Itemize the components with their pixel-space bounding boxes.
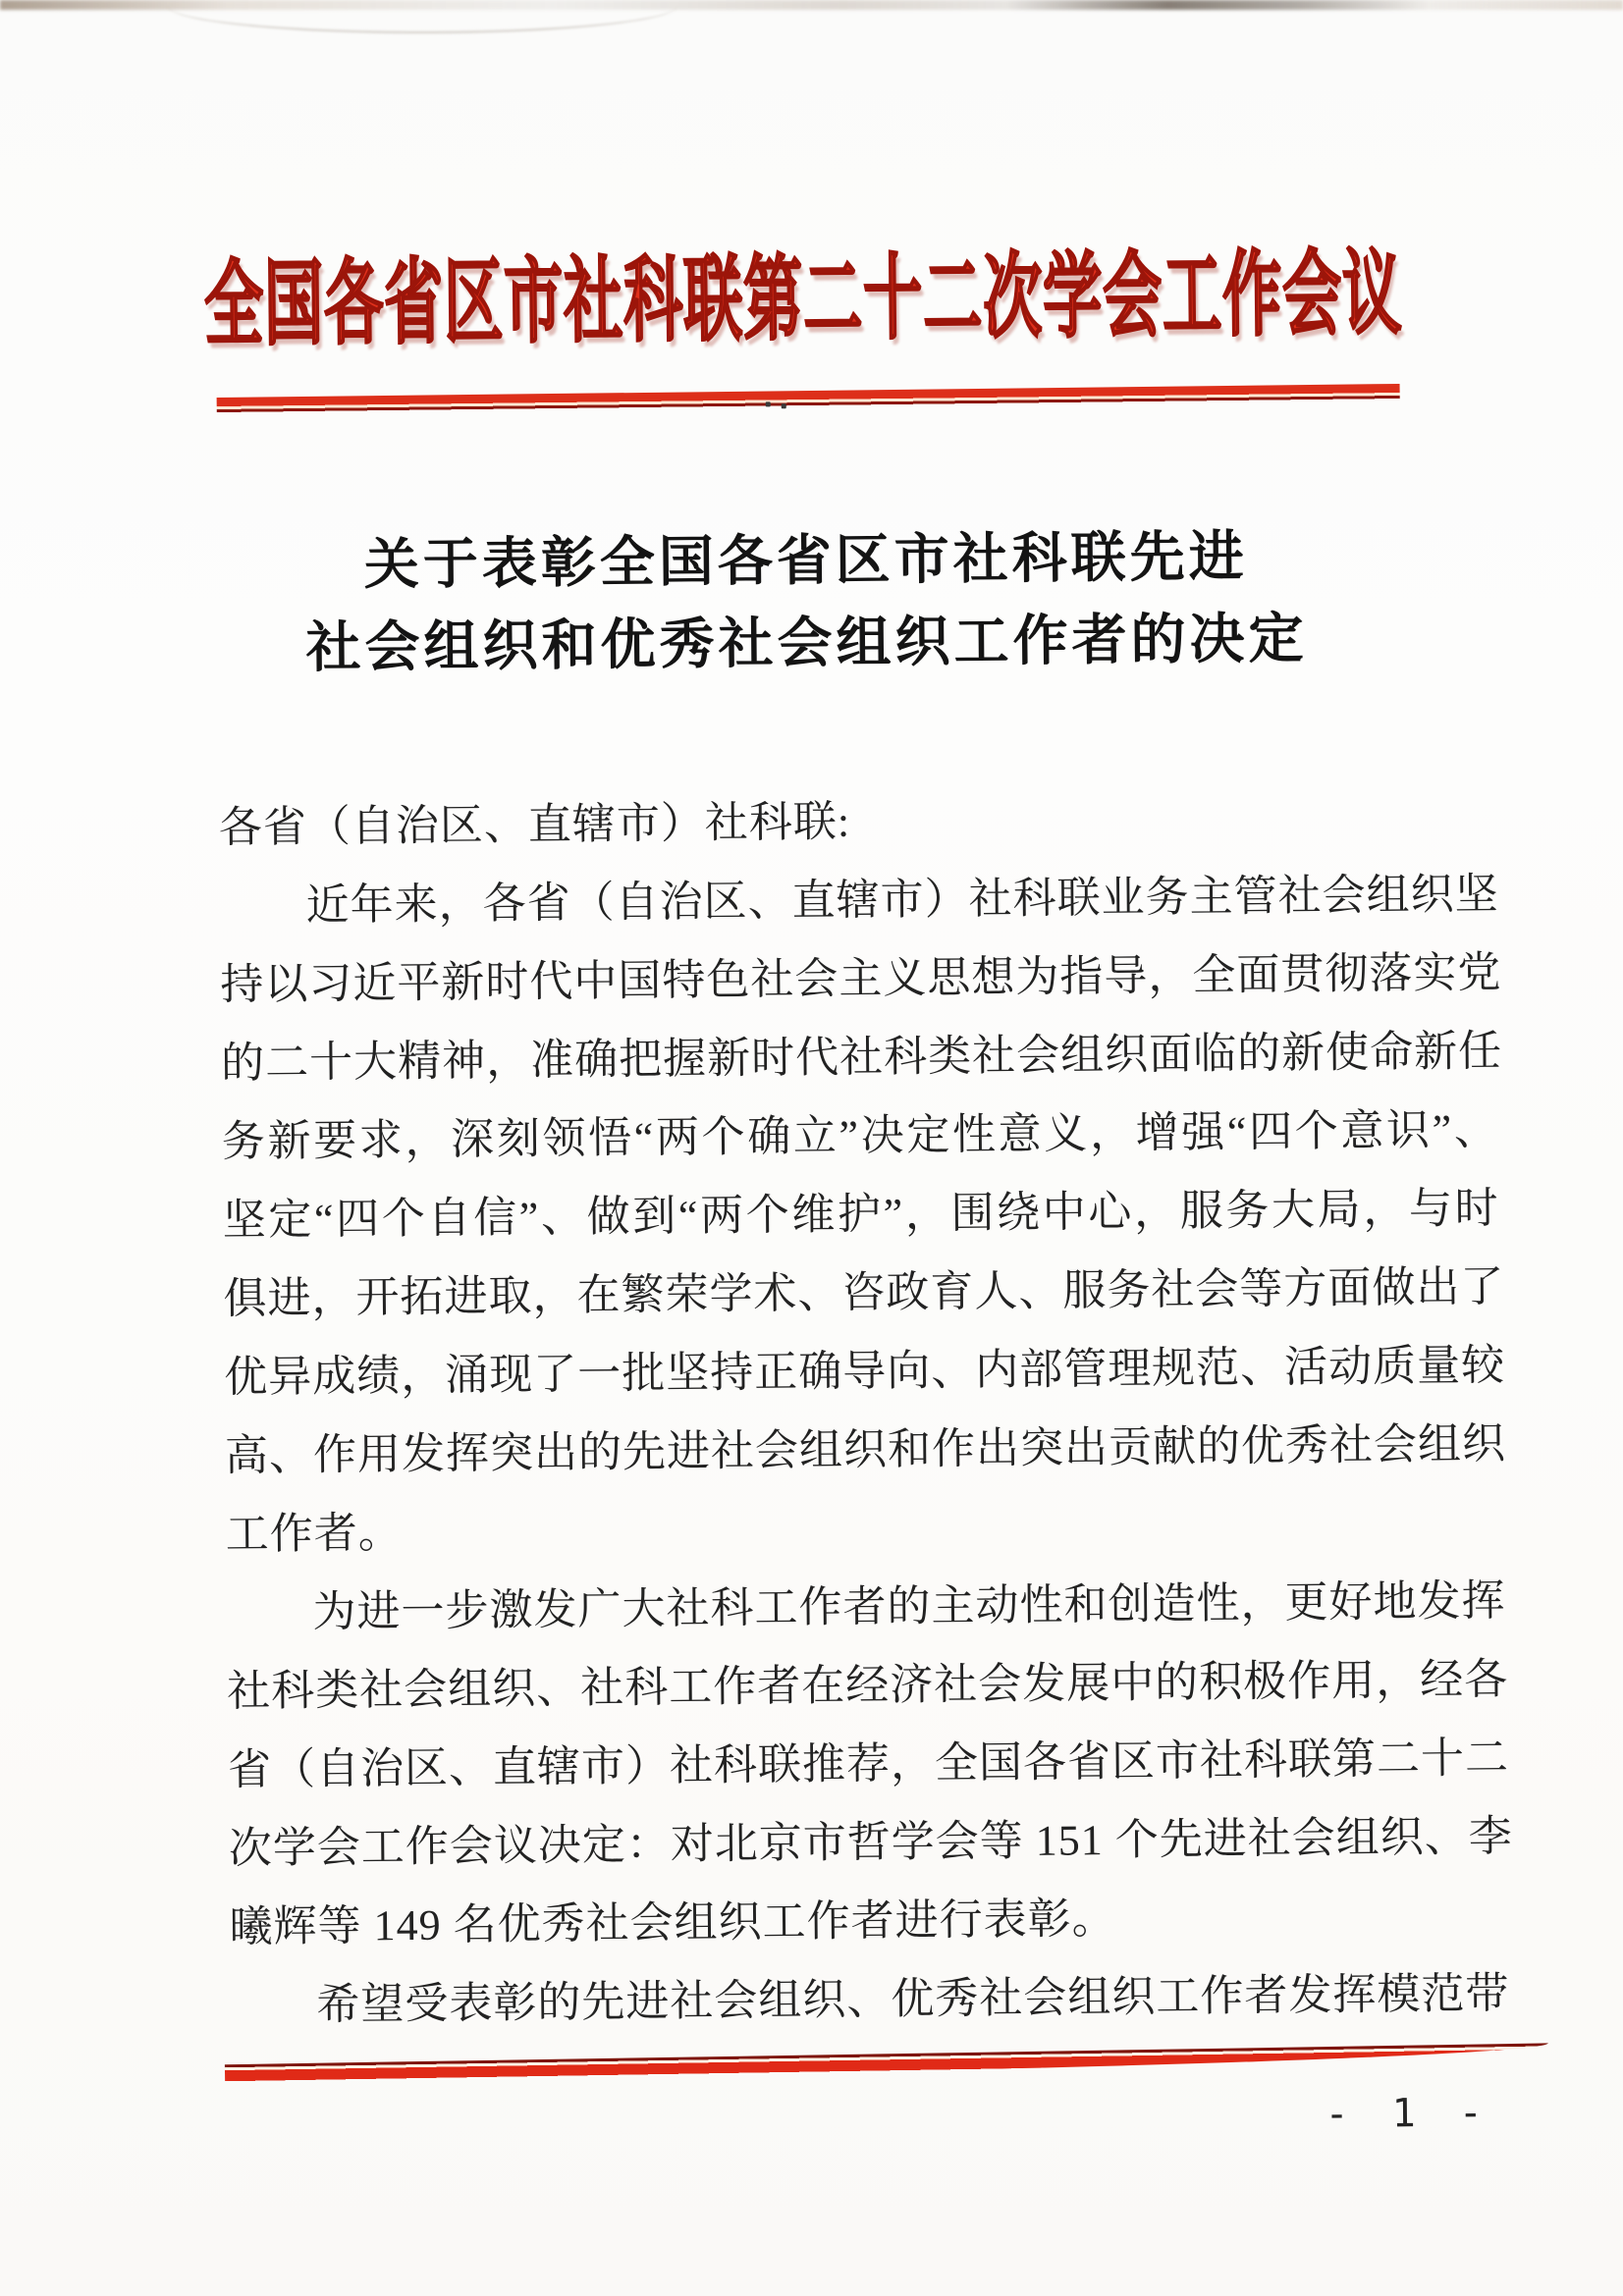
document-title-line1: 关于表彰全国各省区市社科联先进 [363,526,1249,597]
body-line: 务新要求，深刻领悟“两个确立”决定性意义，增强“四个意识”、 [221,1105,1499,1166]
document-body [218,776,1513,2045]
body-line: 的二十大精神，准确把握新时代社科类社会组织面临的新使命新任 [220,1027,1503,1088]
body-line: 工作者。 [225,1509,403,1559]
body-line: 俱进，开拓进取，在繁荣学术、咨政育人、服务社会等方面做出了 [223,1262,1505,1323]
body-line: 为进一步激发广大社科工作者的主动性和创造性，更好地发挥 [312,1576,1506,1636]
document-title [0,512,1618,693]
body-line: 次学会工作会议决定：对北京市哲学会等 151 个先进社会组织、李 [228,1812,1513,1873]
body-line: 社科类社会组织、社科工作者在经济社会发展中的积极作用，经各 [227,1655,1509,1716]
body-line: 近年来，各省（自治区、直辖市）社科联业务主管社会组织坚 [305,870,1499,930]
body-line: 省（自治区、直辖市）社科联推荐，全国各省区市社科联第二十二 [227,1734,1510,1794]
salutation-line: 各省（自治区、直辖市）社科联: [218,797,851,852]
ink-dots-artifact [766,401,771,406]
banner-underline-rule [217,384,1400,413]
page-number: - 1 - [1325,2090,1493,2138]
body-line: 高、作用发挥突出的先进社会组织和作出突出贡献的优秀社会组织 [224,1419,1507,1480]
footer-red-rule [225,2043,1548,2082]
body-line: 曦辉等 149 名优秀社会组织工作者进行表彰。 [229,1895,1116,1951]
document-title-line2: 社会组织和优秀社会组织工作者的决定 [305,609,1308,679]
body-line: 持以习近平新时代中国特色社会主义思想为指导，全面贯彻落实党 [220,948,1502,1009]
body-line: 希望受表彰的先进社会组织、优秀社会组织工作者发挥模范带 [316,1969,1510,2029]
meeting-banner-title: 全国各省区市社科联第二十二次学会工作会议 [203,240,1403,357]
body-line: 优异成绩，涌现了一批坚持正确导向、内部管理规范、活动质量较 [223,1341,1506,1402]
body-line: 坚定“四个自信”、做到“两个维护”，围绕中心，服务大局，与时 [222,1184,1499,1245]
